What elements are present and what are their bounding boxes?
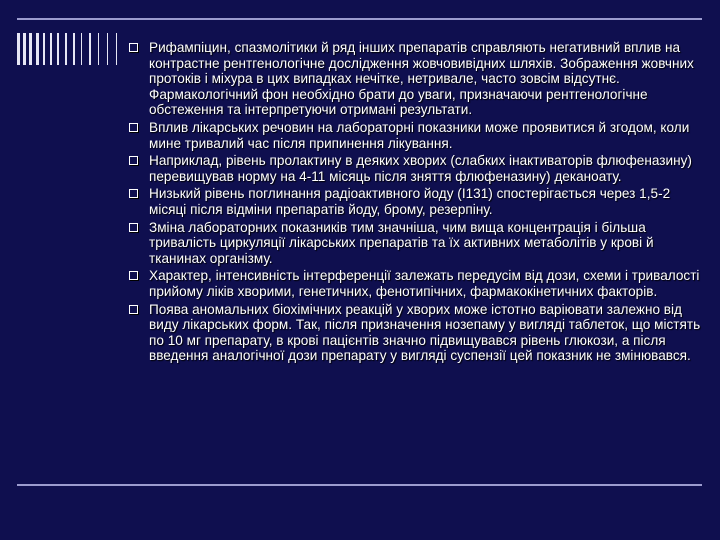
stripe-bar bbox=[89, 33, 91, 65]
bullet-item bbox=[128, 153, 703, 184]
square-bullet-icon bbox=[129, 305, 138, 314]
stripe-bar bbox=[57, 33, 59, 65]
square-bullet-icon bbox=[129, 189, 138, 198]
stripe-bar bbox=[43, 33, 46, 65]
bullet-item bbox=[128, 268, 703, 299]
bullet-text: Низький рівень поглинання радіоактивного йоду (І131) спостерігається через 1,5-2 місяці після відміни препаратів йоду, брому, резерпіну. bbox=[149, 186, 671, 217]
bullet-text: Поява аномальних біохімічних реакцій у хворих може істотно варіювати залежно від виду лікарських форм. Так, після призначення нозепаму у вигляді таблеток, що містять по 10 мг препарату, в крові пацієнтів значно підвищувався рівень глюкози, а після введення аналогічної дози препарату у вигляді суспензії цей показник не змінювався. bbox=[149, 301, 701, 364]
stripe-bar bbox=[116, 33, 117, 65]
bullet-item bbox=[128, 120, 703, 151]
stripe-bar bbox=[65, 33, 67, 65]
square-bullet-icon bbox=[129, 271, 138, 280]
stripe-bar bbox=[98, 33, 99, 65]
square-bullet-icon bbox=[129, 156, 138, 165]
bullet-text: Характер, інтенсивність інтерференції залежать передусім від дози, схеми і тривалості прийому ліків хворими, генетичних, фенотипічних, фармакокінетичних факторів. bbox=[149, 268, 700, 299]
bullet-item bbox=[128, 302, 703, 364]
bottom-rule bbox=[17, 484, 702, 486]
stripe-bar bbox=[73, 33, 75, 65]
bullet-text: Зміна лабораторних показників тим значніша, чим вища концентрація і більша тривалість циркуляції лікарських препаратів та їх активних метаболітів у крові й тканинах організму. bbox=[149, 219, 654, 266]
bullet-text: Вплив лікарських речовин на лабораторні показники може проявитися й згодом, коли мине тривалий час після припинення лікування. bbox=[149, 119, 690, 151]
bullet-list bbox=[128, 40, 703, 366]
top-rule bbox=[17, 18, 702, 20]
stripe-bar bbox=[50, 33, 53, 65]
stripe-bar bbox=[36, 33, 39, 65]
bullet-item bbox=[128, 220, 703, 267]
bullet-item bbox=[128, 40, 703, 118]
stripe-bar bbox=[17, 33, 20, 65]
stripe-bar bbox=[29, 33, 32, 65]
stripe-bar bbox=[107, 33, 108, 65]
square-bullet-icon bbox=[129, 123, 138, 132]
square-bullet-icon bbox=[129, 43, 138, 52]
stripe-bar bbox=[81, 33, 83, 65]
stripe-bar bbox=[23, 33, 26, 65]
bullet-text: Наприклад, рівень пролактину в деяких хворих (слабких інактиваторів флюфеназину) перевищував норму на 4-11 місяць після зняття флюфеназину) деканоату. bbox=[149, 153, 692, 184]
bullet-text: Рифампіцин, спазмолітики й ряд інших препаратів справляють негативний вплив на контрастне рентгенологічне дослідження жовчовивідних шляхів. Зображення жовчних протоків і міхура в цих випадках нечітке, нетривале, часто зовсім відсутнє. Фармакологічний фон необхідно брати до уваги, призначаючи рентгенологічне обстеження та інтерпретуючи отримані результати. bbox=[149, 40, 694, 118]
square-bullet-icon bbox=[129, 223, 138, 232]
bullet-item bbox=[128, 186, 703, 217]
